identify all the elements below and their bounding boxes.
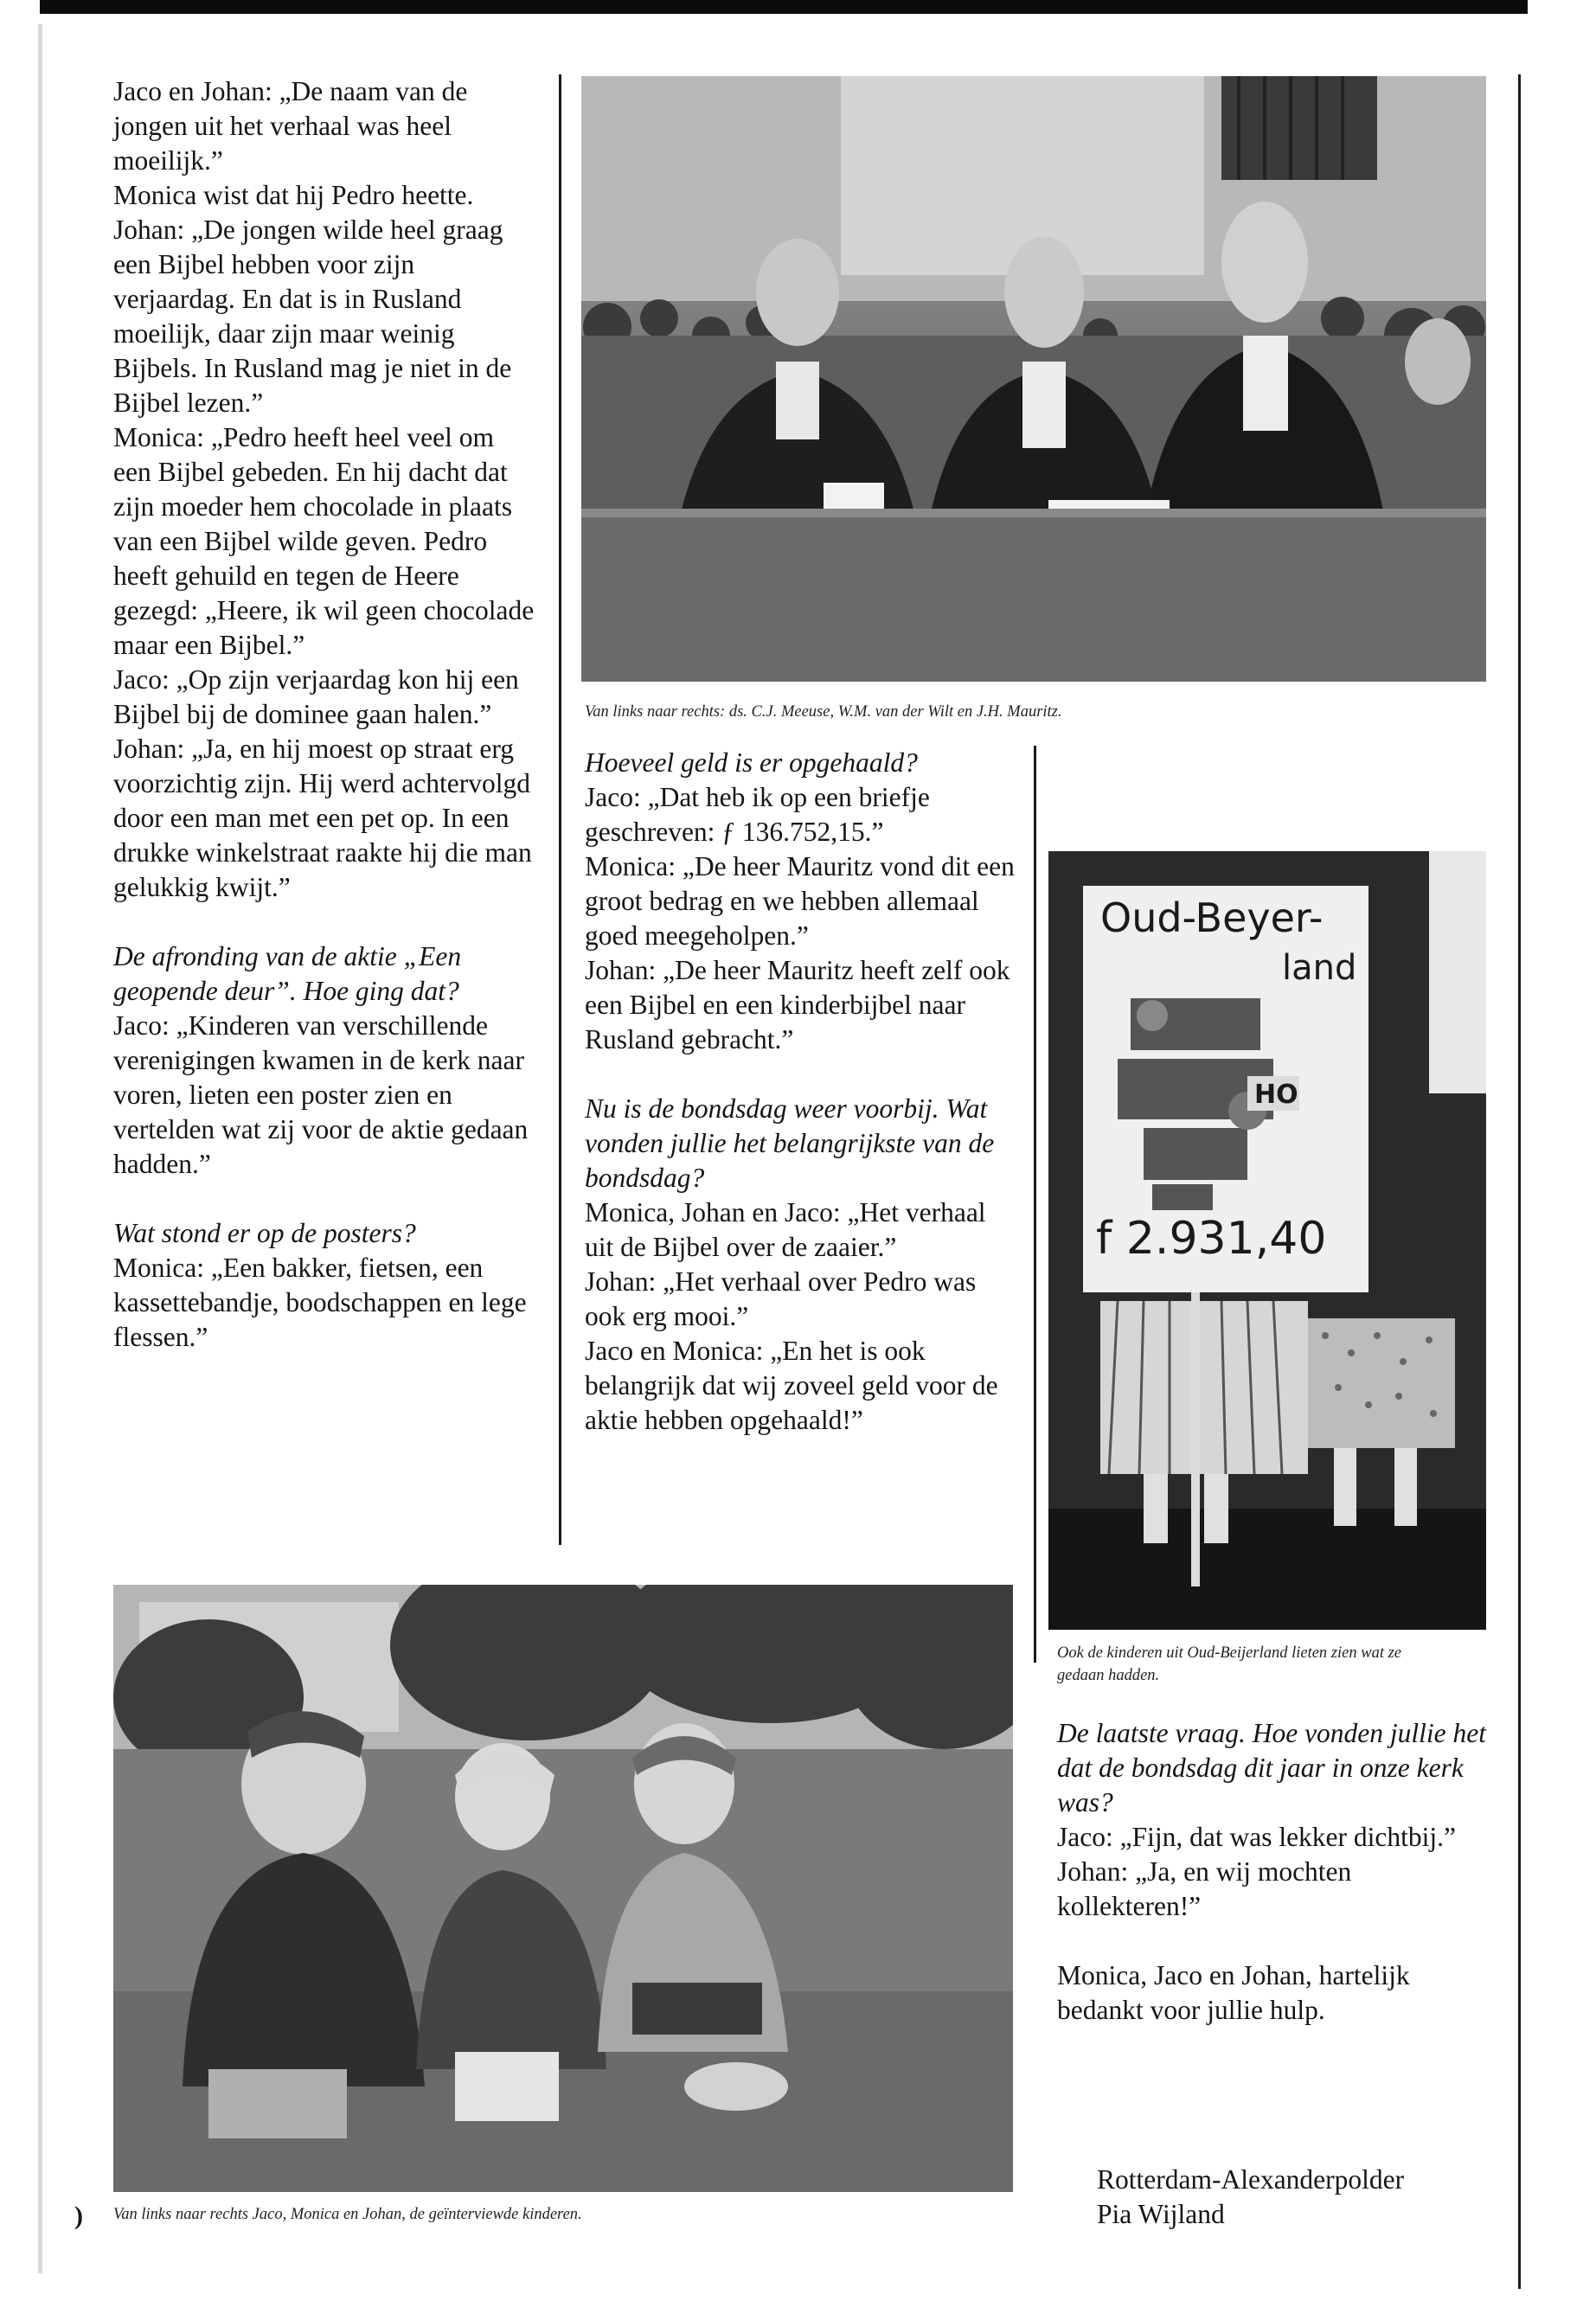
- page-mark: ): [74, 2202, 83, 2230]
- poster-sign-label: HO: [1254, 1080, 1298, 1110]
- paragraph-gap: [1057, 1924, 1490, 1958]
- interview-paragraph: Johan: „De jongen wilde heel graag een Bijbel hebben voor zijn verjaardag. En dat is in Rusland moeilijk, daar zijn maar weinig Bijbels. In Rusland mag je niet in de Bijbel lezen.”: [113, 215, 512, 418]
- poster-sign-title-2: land: [1282, 948, 1357, 988]
- interview-paragraph: Monica: „Een bakker, fietsen, een kassettebandje, boodschappen en lege flessen.”: [113, 1253, 527, 1352]
- interview-paragraph: Jaco: „Fijn, dat was lekker dichtbij.”: [1057, 1822, 1456, 1852]
- church-photo-caption: Van links naar rechts: ds. C.J. Meeuse, W.M. van der Wilt en J.H. Mauritz.: [585, 703, 1062, 721]
- poster-sign-title-1: Oud-Beyer-: [1100, 894, 1324, 941]
- column-rule-2: [1034, 746, 1036, 1663]
- interview-paragraph: Jaco: „Kinderen van verschillende verenigingen kwamen in de kerk naar voren, lieten een poster zien en vertelden wat zij voor de aktie gedaan hadden.”: [113, 1010, 529, 1179]
- interview-paragraph: Monica wist dat hij Pedro heette.: [113, 180, 474, 210]
- poster-photo-caption: Ook de kinderen uit Oud-Beijerland lieten zien wat ze gedaan hadden.: [1057, 1644, 1401, 1684]
- children-photo: [113, 1585, 1013, 2192]
- text-column-2: [585, 746, 1017, 1438]
- interview-paragraph: Johan: „De heer Mauritz heeft zelf ook een Bijbel en een kinderbijbel naar Rusland gebracht.”: [585, 955, 1010, 1054]
- interview-question: De laatste vraag. Hoe vonden jullie het dat de bondsdag dit jaar in onze kerk was?: [1057, 1718, 1487, 1817]
- interview-question: De afronding van de aktie „Een geopende deur”. Hoe ging dat?: [113, 941, 462, 1006]
- interview-paragraph: Jaco en Monica: „En het is ook belangrijk dat wij zoveel geld voor de aktie hebben opgehaald!”: [585, 1336, 998, 1435]
- interview-paragraph: Monica: „Pedro heeft heel veel om een Bijbel gebeden. En hij dacht dat zijn moeder hem chocolade in plaats van een Bijbel wilde geven. Pedro heeft gehuild en tegen de Heere gezegd: „Heere, ik wil geen chocolade maar een Bijbel.”: [113, 422, 535, 660]
- interview-paragraph: Johan: „Ja, en wij mochten kollekteren!”: [1057, 1856, 1352, 1921]
- signature-place: Rotterdam-Alexanderpolder: [1097, 2164, 1405, 2195]
- paragraph-gap: [113, 905, 537, 939]
- interview-paragraph: Jaco en Johan: „De naam van de jongen uit het verhaal was heel moeilijk.”: [113, 76, 468, 176]
- interview-paragraph: Monica: „De heer Mauritz vond dit een groot bedrag en we hebben allemaal goed meegeholpen.”: [585, 851, 1015, 951]
- interview-paragraph: Jaco: „Op zijn verjaardag kon hij een Bijbel bij de dominee gaan halen.”: [113, 664, 519, 729]
- text-column-3: [1057, 1716, 1490, 2028]
- poster-photo: [1048, 851, 1486, 1630]
- interview-paragraph: Johan: „Het verhaal over Pedro was ook erg mooi.”: [585, 1266, 977, 1331]
- column-rule-1: [559, 74, 561, 1545]
- interview-paragraph: Monica, Johan en Jaco: „Het verhaal uit de Bijbel over de zaaier.”: [585, 1197, 986, 1262]
- text-column-1: [113, 74, 537, 1355]
- interview-question: Nu is de bondsdag weer voorbij. Wat vonden jullie het belangrijkste van de bondsdag?: [585, 1093, 995, 1193]
- interview-paragraph: Johan: „Ja, en hij moest op straat erg voorzichtig zijn. Hij werd achtervolgd door een man met een pet op. In een drukke winkelstraat raakte hij die man gelukkig kwijt.”: [113, 734, 532, 902]
- interview-question: Wat stond er op de posters?: [113, 1218, 416, 1248]
- paragraph-gap: [585, 1057, 1017, 1092]
- signature-author: Pia Wijland: [1097, 2199, 1225, 2229]
- interview-paragraph: Monica, Jaco en Johan, hartelijk bedankt voor jullie hulp.: [1057, 1960, 1410, 2025]
- children-photo-caption: Van links naar rechts Jaco, Monica en Johan, de geïnterviewde kinderen.: [113, 2206, 582, 2223]
- poster-sign-amount: f 2.931,40: [1096, 1213, 1327, 1265]
- page-right-edge: [1518, 74, 1521, 2289]
- top-rule: [40, 0, 1528, 14]
- interview-question: Hoeveel geld is er opgehaald?: [585, 747, 918, 778]
- page-left-edge: [38, 24, 42, 2273]
- paragraph-gap: [113, 1182, 537, 1216]
- interview-paragraph: Jaco: „Dat heb ik op een briefje geschreven: ƒ 136.752,15.”: [585, 782, 930, 847]
- church-photo: [581, 76, 1486, 682]
